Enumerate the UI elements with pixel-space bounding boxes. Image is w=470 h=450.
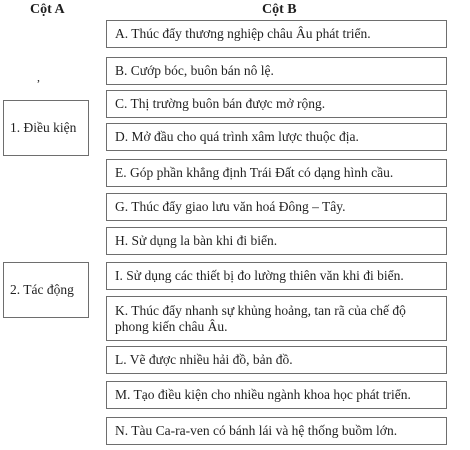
col-b-item-k: K. Thúc đẩy nhanh sự khủng hoảng, tan rã của chế độ phong kiến châu Âu.: [106, 296, 447, 341]
col-b-item-l: L. Vẽ được nhiều hải đồ, bản đồ.: [106, 346, 447, 374]
col-b-item-c: C. Thị trường buôn bán được mở rộng.: [106, 90, 447, 118]
col-b-item-n: N. Tàu Ca-ra-ven có bánh lái và hệ thống buồm lớn.: [106, 417, 447, 445]
col-b-item-m: M. Tạo điều kiện cho nhiều ngành khoa học phát triển.: [106, 381, 447, 409]
col-b-item-i: I. Sử dụng các thiết bị đo lường thiên văn khi đi biển.: [106, 262, 447, 290]
col-b-item-e: E. Góp phần khẳng định Trái Đất có dạng hình cầu.: [106, 159, 447, 187]
col-b-item-b: B. Cướp bóc, buôn bán nô lệ.: [106, 57, 447, 85]
column-b-header: Cột B: [262, 2, 297, 17]
col-b-item-h: H. Sử dụng la bàn khi đi biển.: [106, 227, 447, 255]
col-b-item-a: A. Thúc đẩy thương nghiệp châu Âu phát triển.: [106, 20, 447, 48]
col-a-item-conditions: 1. Điều kiện: [3, 100, 89, 156]
col-a-item-impacts: 2. Tác động: [3, 262, 89, 318]
col-b-item-d: D. Mở đầu cho quá trình xâm lược thuộc địa.: [106, 123, 447, 151]
col-b-item-g: G. Thúc đẩy giao lưu văn hoá Đông – Tây.: [106, 193, 447, 221]
column-a-header: Cột A: [30, 2, 65, 17]
stray-mark: ,: [37, 70, 40, 84]
